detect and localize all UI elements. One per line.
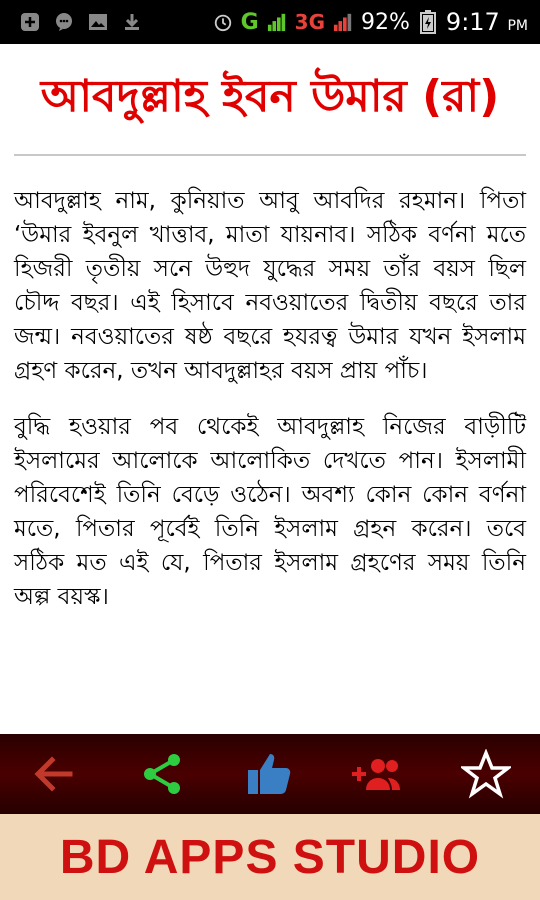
clock [446,8,528,36]
back-button[interactable] [24,744,84,804]
battery-level: 92% [361,9,410,35]
add-group-icon [348,750,408,798]
add-group-button[interactable] [348,744,408,804]
image-icon [88,12,108,32]
system-status [213,8,540,36]
status-bar [0,0,540,44]
article-content[interactable] [0,44,540,734]
notification-icons [0,12,142,32]
share-button[interactable] [132,744,192,804]
star-icon [461,749,511,799]
brand-text: BD APPS STUDIO [59,830,481,884]
signal-2-icon [333,12,353,32]
like-button[interactable] [240,744,300,804]
article-title: আবদুল্লাহ ইবন উমার (রা) [40,71,500,122]
network-type: 3G [294,10,326,34]
brand-banner[interactable] [0,814,540,900]
title-divider [14,154,526,156]
add-notification-icon [20,12,40,32]
battery-charging-icon [418,12,438,32]
bottom-action-bar [0,734,540,814]
clock-time: 9:17 [445,8,500,36]
article-paragraph-2: বুদ্ধি হওয়ার পব থেকেই আবদুল্লাহ নিজের বাড়ীটি ইসলামের আলোকে আলোকিত দেখতে পান। ইসলামী পরিবেশেই তিনি বেড়ে ওঠেন। অবশ্য কোন কোন বর্ণনা মতে, পিতার পূর্বেই তিনি ইসলাম গ্রহন করেন। তবে সঠিক মত এই যে, পিতার ইসলাম গ্রহণের সময় তিনি অল্প বয়স্ক। [14,414,526,610]
back-arrow-icon [30,750,78,798]
signal-icon [267,12,287,32]
download-icon [122,12,142,32]
clock-ampm: PM [507,18,528,34]
favorite-button[interactable] [456,744,516,804]
network-label: G [240,9,259,35]
article-paragraph-1: আবদুল্লাহ নাম, কুনিয়াত আবু আবদির রহমান। পিতা ‘উমার ইবনুল খাত্তাব, মাতা যায়নাব। সঠিক বর্ণনা মতে হিজরী তৃতীয় সনে উহুদ যুদ্ধের সময় তাঁর বয়স ছিল চৌদ্দ বছর। এই হিসাবে নবওয়াতের দ্বিতীয় বছরে তার জন্ম। নবওয়াতের ষষ্ঠ বছরে হযরত্ব উমার যখন ইসলাম গ্রহণ করেন, তখন আবদুল্লাহর বয়স প্রায় পাঁচ। [14,188,526,384]
messenger-icon [54,12,74,32]
share-icon [138,750,186,798]
thumbs-up-icon [244,748,296,800]
alarm-icon [213,12,233,32]
